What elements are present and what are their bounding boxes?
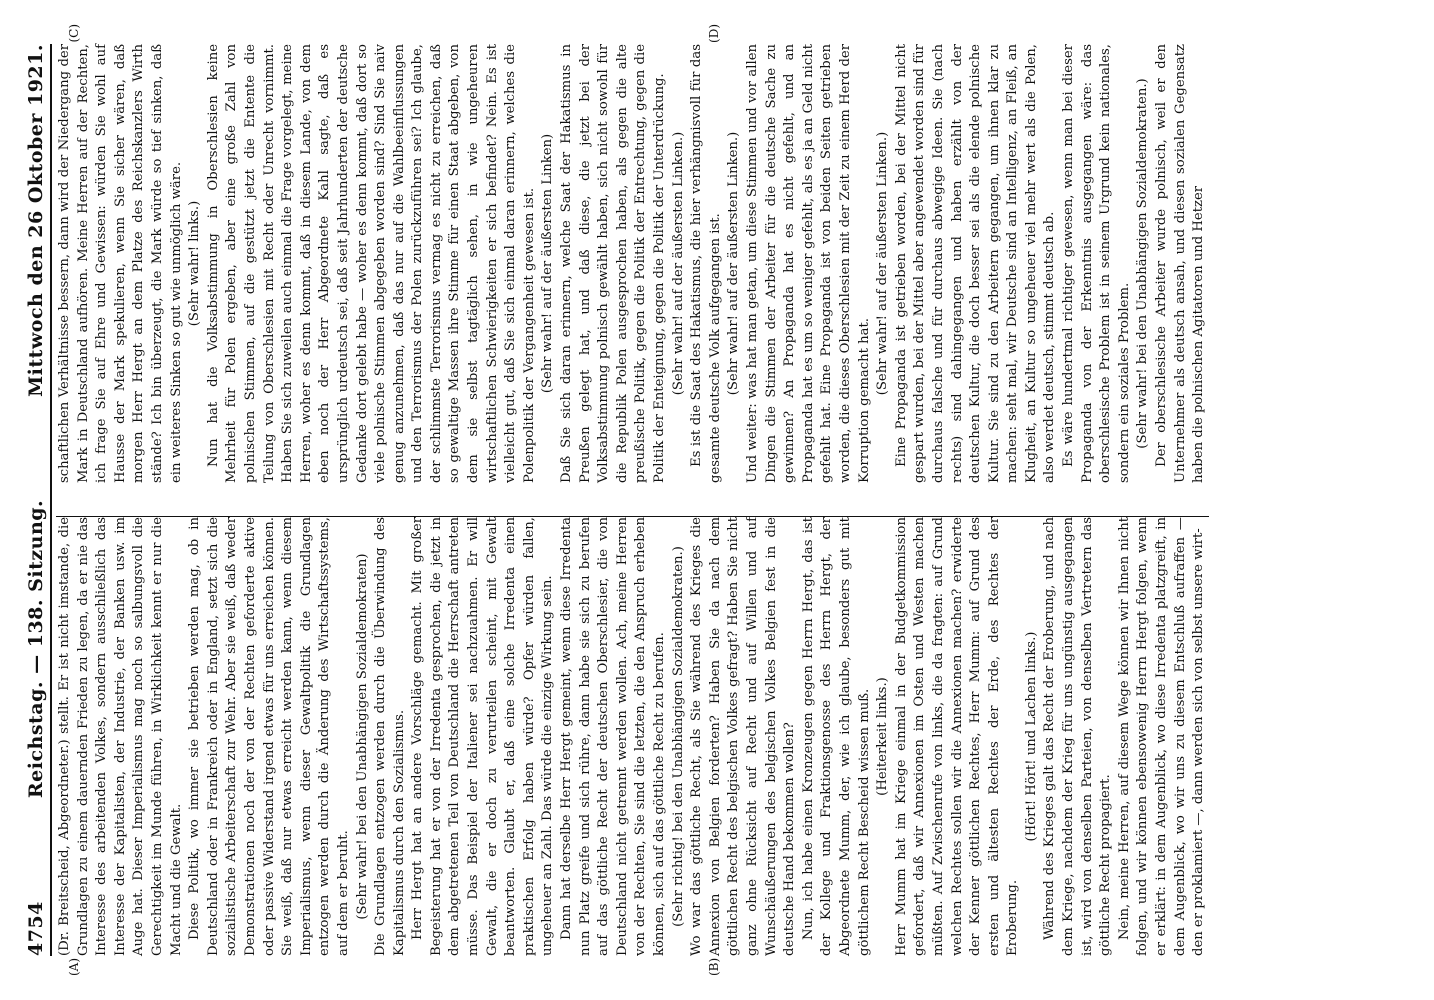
paragraph: Nun hat die Volksabstimmung in Oberschlesien keine Mehrheit für Polen ergeben, aber eine große Zahl von polnischen Stimmen, auf die gestützt jetzt die Entente die Teilung von Oberschlesien mit Recht oder Unrecht vornimmt. Haben Sie sich zuweilen auch einmal die Frage vorgelegt, meine Herren, woher es denn kommt, daß in diesem Lande, von dem eben noch der Herr Abgeordnete Kahl sagte, daß es ursprünglich urdeutsch sei, daß seit Jahrhunderten der deutsche Gedanke dort gelebt habe — woher es denn kommt, daß dort so viele polnische Stimmen abgegeben worden sind? Sind Sie naiv genug anzunehmen, daß das nur auf die Wahlbeeinflussungen und den Terrorismus der Polen zurückzuführen sei? Ich glaube, der schlimmste Terrorismus vermag es nicht zu erreichen, daß so gewaltige Massen ihre Stimme für einen Staat abgeben, von dem sie selbst tagtäglich sehen, in wie ungeheuren wirtschaftlichen Schwierigkeiten er sich befindet? Nein. Es ist vielleicht gut, daß Sie sich einmal daran erinnern, welches die Polenpolitik der Vergangenheit gewesen ist. (205, 44, 537, 483)
interjection: (Sehr richtig! bei den Unabhängigen Sozialdemokraten.) (670, 546, 686, 927)
paragraph: Daß Sie sich daran erinnern, welche Saat der Hakatismus in Preußen gelegt hat, und daß diese, die jetzt bei der Volksabstimmung polnisch gewählt haben, sich nicht sowohl für die Republik Polen ausgesprochen haben, als gegen die alte preußische Politik, gegen die Politik der Entrechtung, gegen die Politik der Enteignung, gegen die Politik der Unterdrückung. (559, 44, 667, 483)
paragraph: Während des Krieges galt das Recht der Eroberung, und nach dem Kriege, nachdem der Krieg für uns ungünstig ausgegangen ist, wird von denselben Parteien, von denselben Vertretern das göttliche Recht propagiert. (1042, 517, 1114, 956)
right-column (56, 44, 1209, 483)
session-title: Reichstag. — 138. Sitzung. (25, 499, 47, 799)
margin-mark-b: (B) (707, 957, 721, 976)
interjection: (Sehr wahr! bei den Unabhängigen Sozialdemokraten) (354, 553, 370, 920)
digitization-credit (1418, 8, 1434, 992)
column-divider (56, 516, 1209, 517)
margin-mark-a: (A) (67, 957, 81, 976)
left-column (56, 517, 1209, 956)
interjection: (Sehr wahr! auf der äußersten Linken.) (875, 131, 891, 396)
paragraph: (Dr. Breitscheid, Abgeordneter.) stellt. Er ist nicht imstande, die Grundlagen zu einem dauernden Frieden zu legen, da er nie das Interesse des arbeitenden Volkes, sondern ausschließlich das Interesse der Kapitalisten, der Industrie, der Banken usw. im Auge hat. Dieser Imperialismus mag noch so salbungsvoll die Gerechtigkeit im Munde führen, in Wirklichkeit kennt er nur die Macht und die Gewalt. (57, 517, 184, 956)
interjection: (Sehr wahr! auf der äußersten Linken) (540, 133, 556, 394)
paragraph: Diese Politik, wo immer sie betrieben werden mag, ob in Deutschland oder in Frankreich oder in England, setzt sich die sozialistische Arbeiterschaft zur Wehr. Aber sie weiß, daß weder Demonstrationen noch der von der Rechten geforderte aktive oder passive Widerstand irgend etwas für uns erreichen können. Sie weiß, daß nur etwas erreicht werden kann, wenn diesem Imperialismus, wenn dieser Gewaltpolitik die Grundlagen entzogen werden durch die Änderung des Wirtschaftssystems, auf dem er beruht. (187, 517, 351, 956)
paragraph: Der oberschlesische Arbeiter wurde polnisch, weil er den Unternehmer als deutsch ansah, und diesen sozialen Gegensatz haben die polnischen Agitatoren und Hetzer (1154, 44, 1207, 483)
paragraph: Die Grundlagen entzogen werden durch die Überwindung des Kapitalismus durch den Sozialismus. (373, 517, 407, 956)
paragraph: Nein, meine Herren, auf diesem Wege können wir Ihnen nicht folgen, und wir können ebensowenig Herrn Hergt folgen, wenn er erklärt: in dem Augenblick, wo diese Irredenta platzgreift, in dem Augenblick, wo wir uns zu diesem Entschluß aufraffen — den er proklamiert —, dann werden sich von selbst unsere wirt- (1116, 517, 1207, 956)
page-number: 4754 (25, 901, 47, 956)
interjection: (Sehr wahr! auf der äußersten Linken.) (670, 131, 686, 396)
text-columns (56, 44, 1209, 956)
margin-mark-d: (D) (707, 24, 721, 43)
interjection: (Sehr wahr! links.) (187, 200, 203, 327)
interjection: (Sehr wahr! bei den Unabhängigen Sozialdemokraten.) (1135, 78, 1151, 449)
interjection: (Sehr wahr! auf der äußersten Linken.) (726, 131, 742, 396)
page-header (15, 44, 52, 956)
document-page (7, 20, 1347, 980)
paragraph: Herr Mumm hat im Kriege einmal in der Budgetkommission gefordert, daß wir Annexionen im Osten und Westen machen müßten. Auf Zwischenrufe von links, die da fragten: auf Grund welchen Rechtes sollen wir die Annexionen machen? erwiderte der Kenner göttlichen Rechtes, Herr Mumm: auf Grund des ersten und ältesten Rechtes der Erde, des Rechtes der Eroberung. (893, 517, 1021, 956)
paragraph: Herr Hergt hat an andere Vorschläge gemacht. Mit großer Begeisterung hat er von der Irredenta gesprochen, die jetzt in dem abgetretenen Teil von Deutschland die Herrschaft antreten müsse. Das Beispiel der Italiener sei nachzuahmen. Er will Gewalt, die er doch zu verurteilen scheint, mit Gewalt beantworten. Glaubt er, daß eine solche Irredenta einen praktischen Erfolg haben würde? Opfer würden fallen, ungeheuer an Zahl. Das würde die einzige Wirkung sein. (410, 517, 556, 956)
paragraph: Eine Propaganda ist getrieben worden, bei der Mittel nicht gespart wurden, bei der Mittel aber angewendet worden sind für durchaus falsche und für durchaus abwegige Ideen. Sie (nach rechts) sind dahingegangen und haben erzählt von der deutschen Kultur, die doch besser sei als die elende polnische Kultur. Sie sind zu den Arbeitern gegangen, um ihnen klar zu machen: seht mal, wir Deutsche sind an Intelligenz, an Fleiß, an Klugheit, an Kultur so ungeheuer viel mehr wert als die Polen, also werdet deutsch, stimmt deutsch ab. (893, 44, 1058, 483)
paragraph: Und weiter: was hat man getan, um diese Stimmen und vor allen Dingen die Stimmen der Arbeiter für die deutsche Sache zu gewinnen? An Propaganda hat es nicht gefehlt, und an Propaganda hat es um so weniger gefehlt, als es ja an Geld nicht gefehlt hat. Eine Propaganda ist von beiden Seiten getrieben worden, die dieses Oberschlesien mit der Zeit zu einem Herd der Korruption gemacht hat. (744, 44, 872, 483)
session-date: Mittwoch den 26 Oktober 1921. (25, 44, 47, 397)
paragraph: schaftlichen Verhältnisse bessern, dann wird der Niedergang der Mark in Deutschland aufhören. Meine Herren auf der Rechten, ich frage Sie auf Ehre und Gewissen: würden Sie wohl auf Hausse der Mark spekulieren, wenn Sie sicher wären, daß morgen Herr Hergt an dem Platze des Reichskanzlers Wirth stände? Ich bin überzeugt, die Mark würde so tief sinken, daß ein weiteres Sinken so gut wie unmöglich wäre. (57, 44, 184, 483)
paragraph: Es wäre hundertmal richtiger gewesen, wenn man bei dieser Propaganda von der Erkenntnis ausgegangen wäre: das oberschlesische Problem ist in seinem Urgrund kein nationales, sondern ein soziales Problem. (1061, 44, 1132, 483)
interjection: (Hört! Hört! und Lachen links.) (1023, 631, 1039, 842)
paragraph: Wo war das göttliche Recht, als Sie während des Krieges die Annexion von Belgien forderten? Haben Sie da nach dem göttlichen Recht des belgischen Volkes gefragt? Haben Sie nicht ganz ohne Rücksicht auf Recht und auf Willen und auf Wunschäußerungen des belgischen Volkes Belgien fest in die deutsche Hand bekommen wollen? (689, 517, 798, 956)
margin-mark-c: (C) (67, 24, 81, 43)
paragraph: Dann hat derselbe Herr Hergt gemeint, wenn diese Irredenta nun Platz greife und sich rühre, dann habe sie sich zu berufen auf das göttliche Recht der deutschen Oberschlesier, die von Deutschland nicht getrennt werden wollen. Ach, meine Herren von der Rechten, Sie sind die letzten, die den Anspruch erheben können, sich auf das göttliche Recht zu berufen. (559, 517, 667, 956)
paragraph: Nun, ich habe einen Kronzeugen gegen Herrn Hergt, das ist der Kollege und Fraktionsgenosse des Herrn Hergt, der Abgeordnete Mumm, der, wie ich glaube, besonders gut mit göttlichem Recht Bescheid wissen muß. (800, 517, 872, 956)
interjection: (Heiterkeit links.) (875, 677, 891, 796)
paragraph: Es ist die Saat des Hakatismus, die hier verhängnisvoll für das gesamte deutsche Volk aufgegangen ist. (689, 44, 723, 483)
